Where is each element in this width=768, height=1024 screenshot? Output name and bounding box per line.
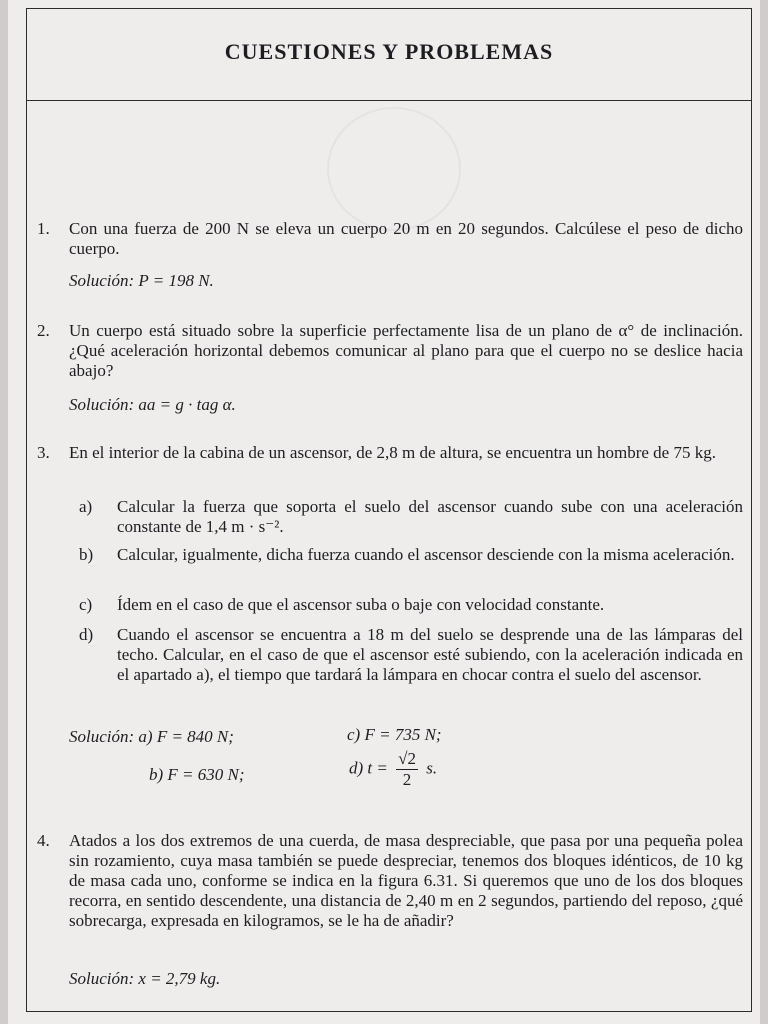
solution [69,271,214,291]
solution-prefix: d) t = [349,758,388,778]
solution-c [347,725,442,745]
part-label: c) [79,595,93,614]
problem-text: Un cuerpo está situado sobre la superficie perfectamente lisa de un plano de α° de inclinación. ¿Qué aceleración horizontal debemos comunicar al plano para que el cuerpo no se deslice hacia abajo? [69,321,743,380]
header-box [27,9,751,101]
problem-number: 2. [37,321,50,340]
solution-label: Solución: [69,969,135,988]
solution-label: Solución: [69,271,135,290]
problem-4 [37,831,743,1001]
part-text: Ídem en el caso de que el ascensor suba o baje con velocidad constante. [117,595,605,614]
solution-a [69,727,234,747]
part-text: Cuando el ascensor se encuentra a 18 m del suelo se desprende una de las lámparas del techo. Calcular, en el caso de que el ascensor esté subiendo, con la aceleración indicada en el apartado a), el tiempo que tardará la lámpara en chocar contra el suelo del ascensor. [117,625,743,684]
solution-d [349,749,437,790]
part-label: a) [79,497,93,516]
solution-value: b) F = 630 N; [149,765,245,784]
solution-value: c) F = 735 N; [347,725,442,744]
fraction-numerator: √2 [398,749,416,768]
problem-1 [37,219,743,299]
problem-text: Atados a los dos extremos de una cuerda, de masa despreciable, que pasa por una pequeña polea sin rozamiento, cuya masa también se puede despreciar, tenemos dos bloques idénticos, de 10 kg de masa cada uno, conforme se indica en la figura 6.31. Si queremos que uno de los dos bloques recorra, en sentido descendente, una distancia de 2,40 m en 2 segundos, partiendo del reposo, ¿qué sobrecarga, expresada en kilogramos, se le ha de añadir? [69,831,743,930]
solution-value: P = 198 N. [138,271,214,290]
problem-text: Con una fuerza de 200 N se eleva un cuerpo 20 m en 20 segundos. Calcúlese el peso de dicho cuerpo. [69,219,743,258]
part-label: d) [79,625,94,644]
part-text: Calcular la fuerza que soporta el suelo del ascensor cuando sube con una aceleración constante de 1,4 m · s⁻². [117,497,743,536]
bleed-through-figure [327,107,461,231]
problem-3 [37,443,743,803]
page-title: CUESTIONES Y PROBLEMAS [224,39,554,64]
problem-2 [37,321,743,421]
solution-label: Solución: [69,727,135,746]
solution-label: Solución: [69,395,135,414]
fraction-denominator: 2 [402,770,412,789]
solution-value: aa = g · tag α. [138,395,236,414]
solution-value: a) F = 840 N; [138,727,234,746]
problem-number: 1. [37,219,50,238]
problem-text: En el interior de la cabina de un ascensor, de 2,8 m de altura, se encuentra un hombre de 75 kg. [69,443,716,462]
solution-suffix: s. [426,758,438,778]
solution-value: x = 2,79 kg. [138,969,221,988]
solution [69,395,236,415]
fraction [396,749,418,790]
problem-number: 4. [37,831,50,850]
page [8,0,760,1024]
page-frame [26,8,752,1012]
problem-number: 3. [37,443,50,462]
solution [69,969,220,989]
part-label: b) [79,545,94,564]
solution-b [149,765,245,785]
part-text: Calcular, igualmente, dicha fuerza cuando el ascensor desciende con la misma aceleración. [117,545,735,564]
